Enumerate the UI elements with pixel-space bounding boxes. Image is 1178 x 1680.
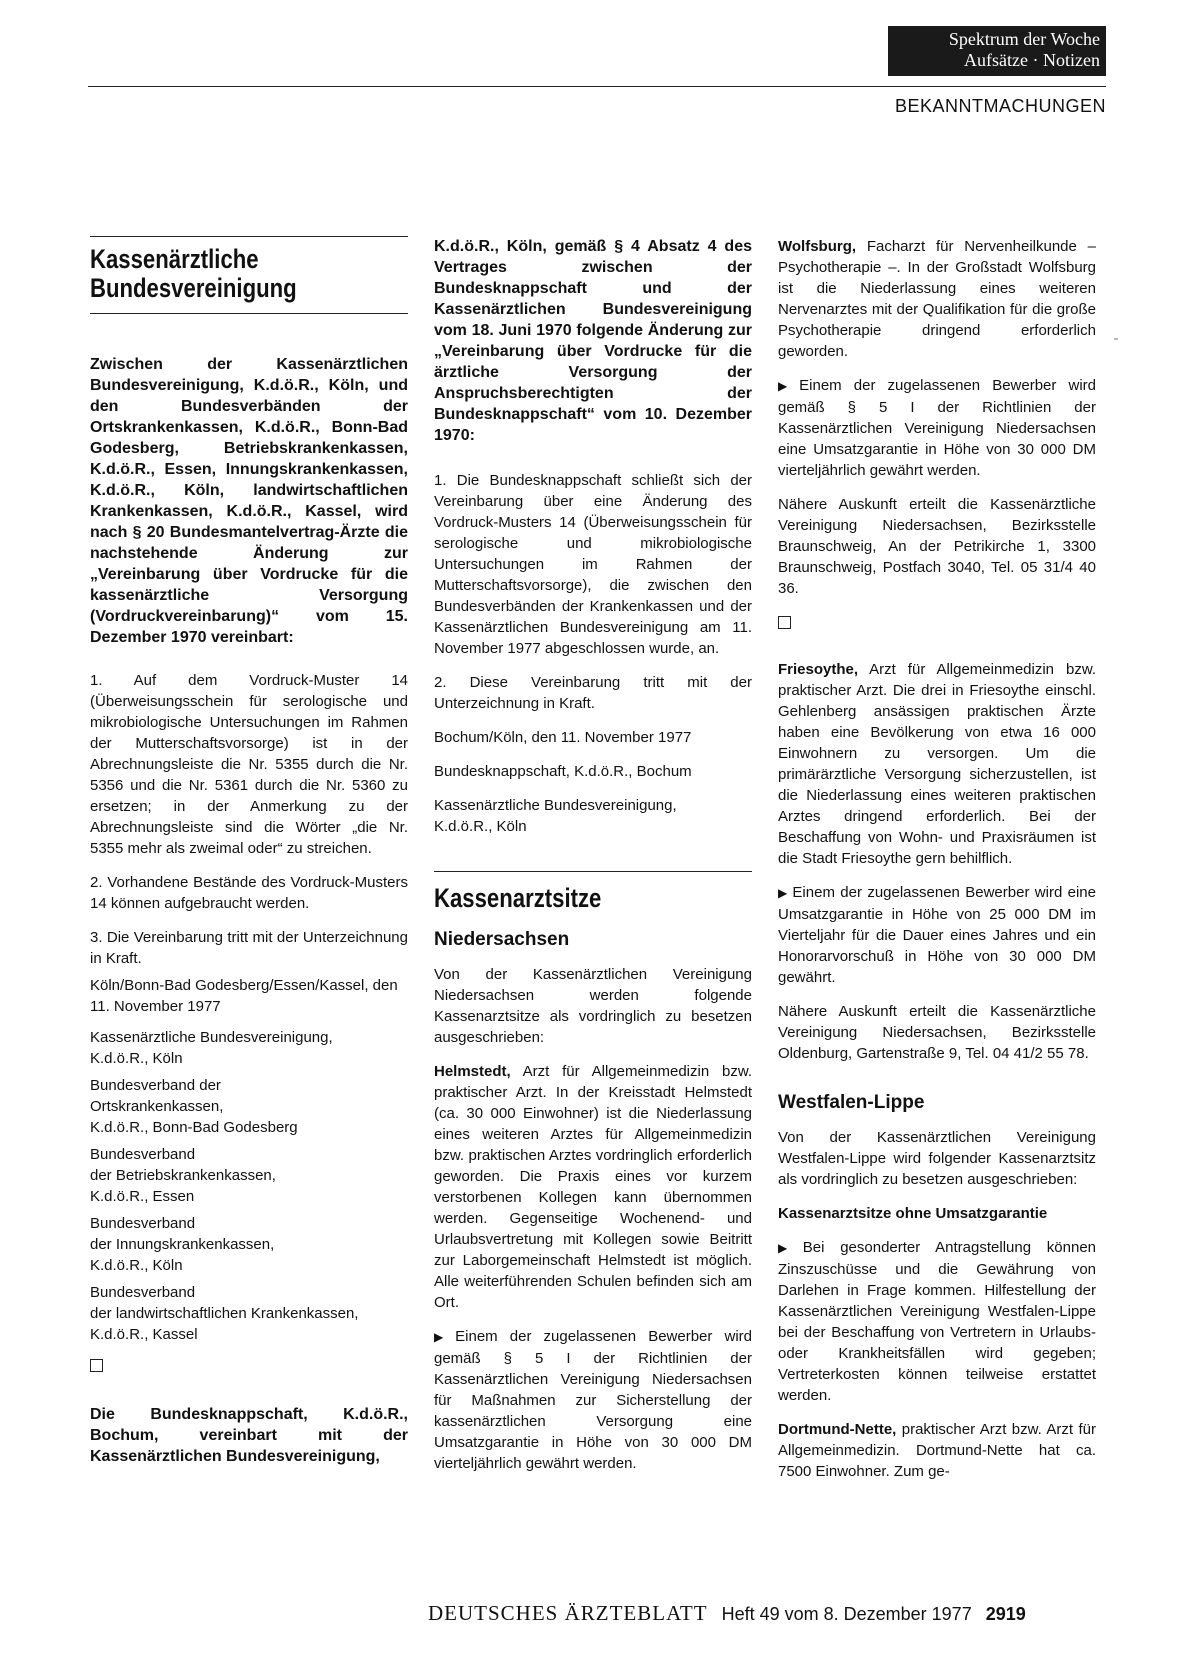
helmstedt-garantie-text: Einem der zugelassenen Bewerber wird gemäß § 5 I der Richtlinien der Kassenärztlichen Vereinigung Niedersachsen für Maßnahmen zur Sicherstellung der kassenärztlichen Versorgung eine Umsatzgarantie in Höhe von 30 000 DM vierteljährlich gewährt werden.: [434, 1328, 752, 1472]
heading-kbv-line-1: Kassenärztliche: [90, 244, 259, 274]
helmstedt-text: Arzt für Allgemeinmedizin bzw. praktischer Arzt. In der Kreisstadt Helmstedt (ca. 30 000 Einwohner) ist die Niederlassung eines weiteren Arztes für Allgemeinmedizin bzw. praktischen Arztes vordringlich erforderlich geworden. Die Praxis eines vor kurzem verstorbenen Kollegen kann übernommen werden. Gegenseitige Wochenend- und Urlaubsvertretung mit Kollegen sowie Beitritt zur Laborgemeinschaft Helmstedt ist möglich. Alle weiterführenden Schulen befinden sich am Ort.: [434, 1063, 752, 1311]
sig5-line-b: der landwirtschaftlichen Krankenkassen,: [90, 1305, 359, 1322]
k-sig2-line-b: K.d.ö.R., Köln: [434, 818, 527, 835]
triangle-bullet-icon: ▶: [778, 379, 796, 393]
kbv-point-3: 3. Die Vereinbarung tritt mit der Unterzeichnung in Kraft.: [90, 929, 408, 967]
sig2-line-b: Ortskrankenkassen,: [90, 1098, 224, 1115]
dortmund-entry: [778, 1419, 1096, 1482]
triangle-bullet-icon: ▶: [778, 886, 789, 900]
kbv-point-1: 1. Auf dem Vordruck-Muster 14 (Überweisungsschein für serologische und mikrobiologische Untersuchungen im Rahmen der Mutterschaftsvorsorge) ist in der Abrechnungsleiste die Nr. 5355 durch die Nr. 5356 und die Nr. 5361 durch die Nr. 5360 zu ersetzen; in der Anmerkung zu der Abrechnungsleiste sind die Wörter „die Nr. 5355 mehr als zweimal oder“ zu streichen.: [90, 672, 408, 857]
sig1-line-b: K.d.ö.R., Köln: [90, 1050, 183, 1067]
subheading-ohne-umsatzgarantie: Kassenarztsitze ohne Umsatzgarantie: [778, 1205, 1048, 1222]
helmstedt-garantie: [434, 1326, 752, 1474]
end-square-icon: [90, 1359, 103, 1372]
sig5-line-a: Bundesverband: [90, 1284, 196, 1301]
kbv-place-date: Köln/Bonn-Bad Godesberg/Essen/Kassel, den 11. November 1977: [90, 977, 398, 1015]
issue-info: Heft 49 vom 8. Dezember 1977: [721, 1604, 972, 1624]
friesoythe-garantie: [778, 882, 1096, 988]
kbv-point-2: 2. Vorhandene Bestände des Vordruck-Musters 14 können aufgebraucht werden.: [90, 874, 408, 912]
k-sig2-line-a: Kassenärztliche Bundesvereinigung,: [434, 797, 677, 814]
knappschaft-signature-1: Bundesknappschaft, K.d.ö.R., Bochum: [434, 763, 692, 780]
kbv-intro: Zwischen der Kassenärztlichen Bundesvereinigung, K.d.ö.R., Köln, und den Bundesverbänden der Ortskrankenkassen, K.d.ö.R., Bonn-Bad Godesberg, Betriebskrankenkassen, K.d.ö.R., Essen, Innungskrankenkassen, K.d.ö.R., Köln, landwirtschaftlichen Krankenkassen, K.d.ö.R., Kassel, wird nach § 20 Bundesmantelvertrag-Ärzte die nachstehende Änderung zur „Vereinbarung über Vordrucke für die kassenärztliche Versorgung (Vordruckvereinbarung)“ vom 15. Dezember 1970 vereinbart:: [90, 356, 408, 646]
friesoythe-text: Arzt für Allgemeinmedizin bzw. praktischer Arzt. Die drei in Friesoythe einschl. Gehlenberg ansässigen praktischen Ärzte haben eine Bevölkerung von etwa 16 000 Einwohnern zu versorgen. Um die primärärztliche Versorgung sicherzustellen, ist die Niederlassung eines weiteren praktischen Arztes dringend erforderlich. Bei der Beschaffung von Wohn- und Praxisräumen ist die Stadt Friesoythe gern behilflich.: [778, 661, 1096, 867]
dortmund-name: Dortmund-Nette,: [778, 1421, 897, 1438]
journal-name: DEUTSCHES ÄRZTEBLATT: [428, 1601, 708, 1625]
triangle-bullet-icon: ▶: [778, 1241, 799, 1255]
sig2-line-a: Bundesverband der: [90, 1077, 221, 1094]
badge-line-2: Aufsätze · Notizen: [964, 50, 1100, 70]
margin-mark: [1114, 338, 1118, 340]
signature-block-4: [90, 1213, 408, 1276]
heading-kassenarztsitze: [434, 872, 752, 929]
friesoythe-garantie-text: Einem der zugelassenen Bewerber wird eine Umsatzgarantie in Höhe von 25 000 DM im Vierteljahr für die Dauer eines Jahres und ein Honorarvorschuß in Höhe von 30 000 DM gewährt.: [778, 884, 1096, 986]
badge-line-1: Spektrum der Woche: [948, 29, 1100, 49]
knappschaft-point-2: 2. Diese Vereinbarung tritt mit der Unterzeichnung in Kraft.: [434, 674, 752, 712]
friesoythe-auskunft: Nähere Auskunft erteilt die Kassenärztliche Vereinigung Niedersachsen, Bezirksstelle Oldenburg, Gartenstraße 9, Tel. 04 41/2 55 78.: [778, 1003, 1096, 1062]
heading-rule-bottom: [90, 313, 408, 314]
section-badge: [888, 26, 1106, 76]
niedersachsen-intro: Von der Kassenärztlichen Vereinigung Niedersachsen werden folgende Kassenarztsitze als vordringlich zu besetzen ausgeschrieben:: [434, 966, 752, 1046]
sig3-line-c: K.d.ö.R., Essen: [90, 1188, 195, 1205]
heading-kbv: [90, 237, 408, 313]
sig3-line-a: Bundesverband: [90, 1146, 196, 1163]
wolfsburg-garantie-text: Einem der zugelassenen Bewerber wird gemäß § 5 I der Richtlinien der Kassenärztlichen Vereinigung Niedersachsen eine Umsatzgarantie in Höhe von 30 000 DM vierteljährlich gewährt werden.: [778, 377, 1096, 479]
wolfsburg-entry: [778, 236, 1096, 362]
wolfsburg-name: Wolfsburg,: [778, 238, 857, 255]
end-square-icon: [778, 616, 791, 629]
knappschaft-signature-2: [434, 795, 752, 837]
friesoythe-name: Friesoythe,: [778, 661, 859, 678]
knappschaft-intro: Die Bundesknappschaft, K.d.ö.R., Bochum, vereinbart mit der Kassenärztlichen Bundesvereinigung,: [90, 1406, 408, 1465]
signature-block-2: [90, 1075, 408, 1138]
westfalen-lippe-text: [778, 1237, 1096, 1406]
dortmund-text: praktischer Arzt bzw. Arzt für Allgemeinmedizin. Dortmund-Nette hat ca. 7500 Einwohner. Zum ge-: [778, 1421, 1096, 1480]
page-footer: [428, 1601, 1026, 1626]
sig1-line-a: Kassenärztliche Bundesvereinigung,: [90, 1029, 333, 1046]
helmstedt-entry: [434, 1061, 752, 1313]
knappschaft-point-1: 1. Die Bundesknappschaft schließt sich der Vereinbarung über eine Änderung des Vordruck-Musters 14 (Überweisungsschein für serologische und mikrobiologische Untersuchungen im Rahmen der Mutterschaftsvorsorge), die zwischen den Bundesverbänden der Krankenkassen und der Kassenärztlichen Bundesvereinigung am 11. November 1977 abgeschlossen wurde, an.: [434, 472, 752, 657]
knappschaft-intro-cont: K.d.ö.R., Köln, gemäß § 4 Absatz 4 des Vertrages zwischen der Bundesknappschaft und der Kassenärztlichen Bundesvereinigung vom 18. Juni 1970 folgende Änderung zur „Vereinbarung über Vordrucke für die ärztliche Versorgung der Anspruchsberechtigten der Bundesknappschaft“ vom 10. Dezember 1970:: [434, 238, 752, 444]
heading-kassenarztsitze-text: Kassenarztsitze: [434, 883, 602, 913]
westfalen-lippe-intro: Von der Kassenärztlichen Vereinigung Westfalen-Lippe wird folgender Kassenarztsitz als vordringlich zu besetzen ausgeschrieben:: [778, 1129, 1096, 1188]
heading-kbv-line-2: Bundesvereinigung: [90, 273, 297, 303]
column-3: [778, 236, 1096, 1495]
westfalen-lippe-text-body: Bei gesonderter Antragstellung können Zinszuschüsse und die Gewährung von Darlehen in Frage kommen. Hilfestellung der Kassenärztlichen Vereinigung Westfalen-Lippe bei der Beschaffung von Vertretern in Urlaubs- oder Krankheitsfällen wird gegeben; Vertreterkosten können teilweise erstattet werden.: [778, 1239, 1096, 1404]
subheading-niedersachsen: Niedersachsen: [434, 929, 570, 950]
subheading-westfalen-lippe: Westfalen-Lippe: [778, 1092, 925, 1113]
sig4-line-a: Bundesverband: [90, 1215, 196, 1232]
helmstedt-name: Helmstedt,: [434, 1063, 511, 1080]
wolfsburg-text: Facharzt für Nervenheilkunde – Psychotherapie –. In der Großstadt Wolfsburg ist die Niederlassung eines weiteren Nervenarztes mit der Qualifikation für die große Psychotherapie dringend erforderlich geworden.: [778, 238, 1096, 360]
knappschaft-place-date: Bochum/Köln, den 11. November 1977: [434, 729, 692, 746]
signature-block-1: [90, 1027, 408, 1069]
column-1: [90, 236, 408, 1480]
signature-block-3: [90, 1144, 408, 1207]
sig4-line-b: der Innungskrankenkassen,: [90, 1236, 275, 1253]
wolfsburg-auskunft: Nähere Auskunft erteilt die Kassenärztliche Vereinigung Niedersachsen, Bezirksstelle Braunschweig, An der Petrikirche 1, 3300 Braunschweig, Postfach 3040, Tel. 05 31/4 40 36.: [778, 496, 1096, 597]
column-2: [434, 236, 752, 1487]
triangle-bullet-icon: ▶: [434, 1330, 452, 1344]
sig2-line-c: K.d.ö.R., Bonn-Bad Godesberg: [90, 1119, 298, 1136]
section-label: BEKANNTMACHUNGEN: [894, 96, 1106, 116]
wolfsburg-garantie: [778, 375, 1096, 481]
sig4-line-c: K.d.ö.R., Köln: [90, 1257, 183, 1274]
top-rule: [88, 86, 1106, 87]
friesoythe-entry: [778, 659, 1096, 869]
sig5-line-c: K.d.ö.R., Kassel: [90, 1326, 198, 1343]
sig3-line-b: der Betriebskrankenkassen,: [90, 1167, 276, 1184]
page-number: 2919: [985, 1604, 1026, 1624]
signature-block-5: [90, 1282, 408, 1345]
